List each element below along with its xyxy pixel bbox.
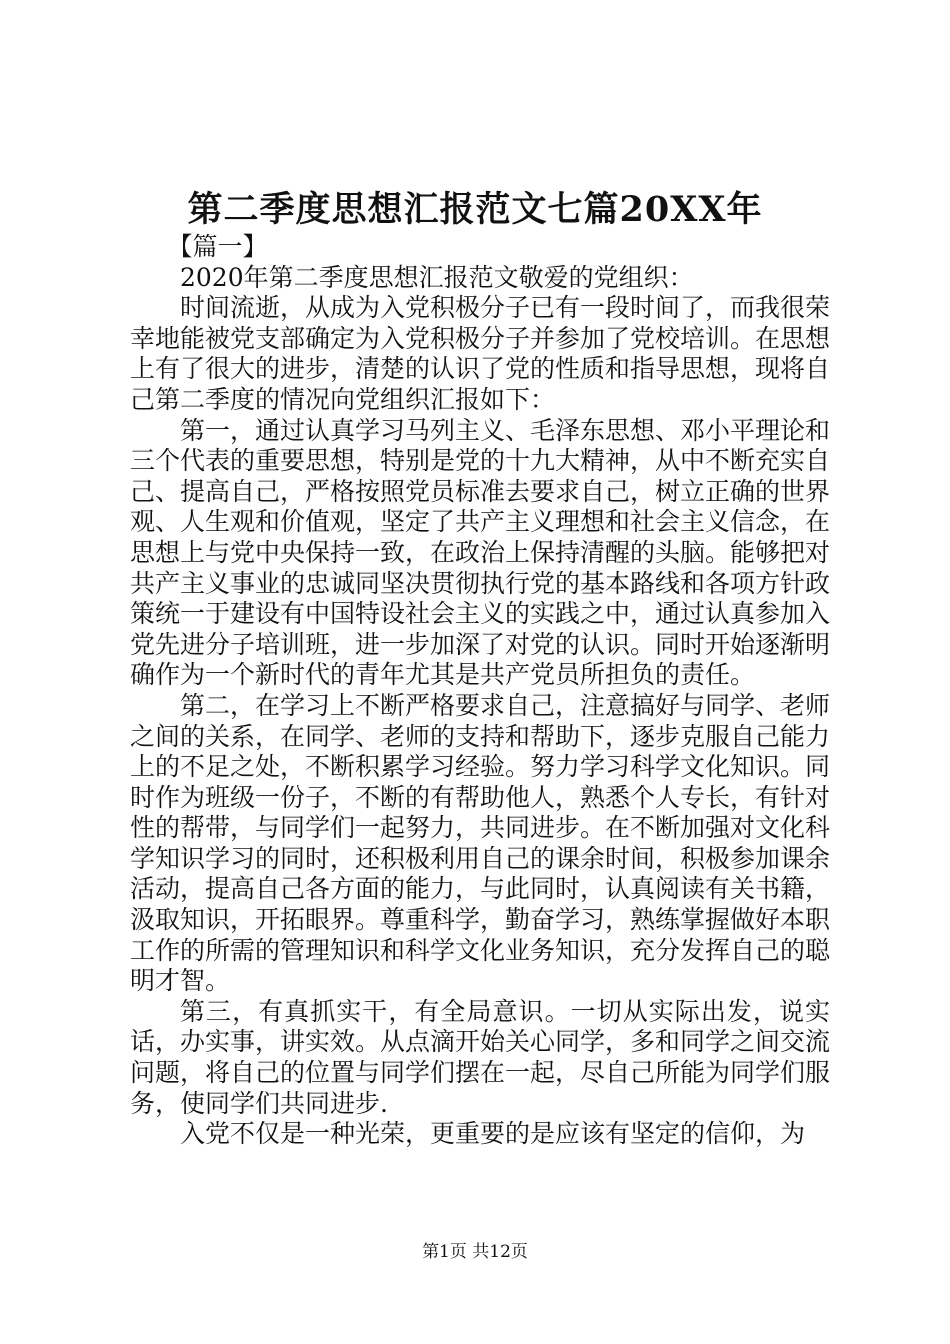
point-two-paragraph: 第二，在学习上不断严格要求自己，注意搞好与同学、老师之间的关系，在同学、老师的支持和帮助下，逐步克服自己能力上的不足之处，不断积累学习经验。努力学习科学文化知识。同时作为班级一份子，不断的有帮助他人，熟悉个人专长，有针对性的帮带，与同学们一起努力，共同进步。在不断加强对文化科学知识学习的同时，还积极利用自己的课余时间，积极参加课余活动，提高自己各方面的能力，与此同时，认真阅读有关书籍，汲取知识，开拓眼界。尊重科学，勤奋学习，熟练掌握做好本职工作的所需的管理知识和科学文化业务知识，充分发挥自己的聪明才智。 bbox=[130, 690, 831, 996]
salutation-paragraph: 2020年第二季度思想汇报范文敬爱的党组织： bbox=[180, 262, 694, 292]
intro-paragraph: 时间流逝，从成为入党积极分子已有一段时间了，而我很荣幸地能被党支部确定为入党积极分子并参加了党校培训。在思想上有了很大的进步，清楚的认识了党的性质和指导思想，现将自己第二季度的情况向党组织汇报如下： bbox=[130, 293, 831, 414]
point-three-paragraph: 第三，有真抓实干，有全局意识。一切从实际出发，说实话，办实事，讲实效。从点滴开始关心同学，多和同学之间交流问题，将自己的位置与同学们摆在一起，尽自己所能为同学们服务，使同学们共同进步. bbox=[130, 996, 831, 1118]
section-label: 【篇一】 bbox=[167, 232, 268, 261]
page-title: 第二季度思想汇报范文七篇20XX年 bbox=[187, 189, 763, 230]
document-body bbox=[130, 232, 830, 1150]
page-footer: 第1页 共12页 bbox=[422, 1242, 528, 1262]
closing-paragraph: 入党不仅是一种光荣，更重要的是应该有坚定的信仰，为 bbox=[180, 1119, 806, 1149]
point-one-paragraph: 第一，通过认真学习马列主义、毛泽东思想、邓小平理论和三个代表的重要思想，特别是党的十九大精神，从中不断充实自己、提高自己，严格按照党员标准去要求自己，树立正确的世界观、人生观和价值观，坚定了共产主义理想和社会主义信念，在思想上与党中央保持一致，在政治上保持清醒的头脑。能够把对共产主义事业的忠诚同坚决贯彻执行党的基本路线和各项方针政策统一于建设有中国特设社会主义的实践之中，通过认真参加入党先进分子培训班，进一步加深了对党的认识。同时开始逐渐明确作为一个新时代的青年尤其是共产党员所担负的责任。 bbox=[130, 415, 831, 690]
